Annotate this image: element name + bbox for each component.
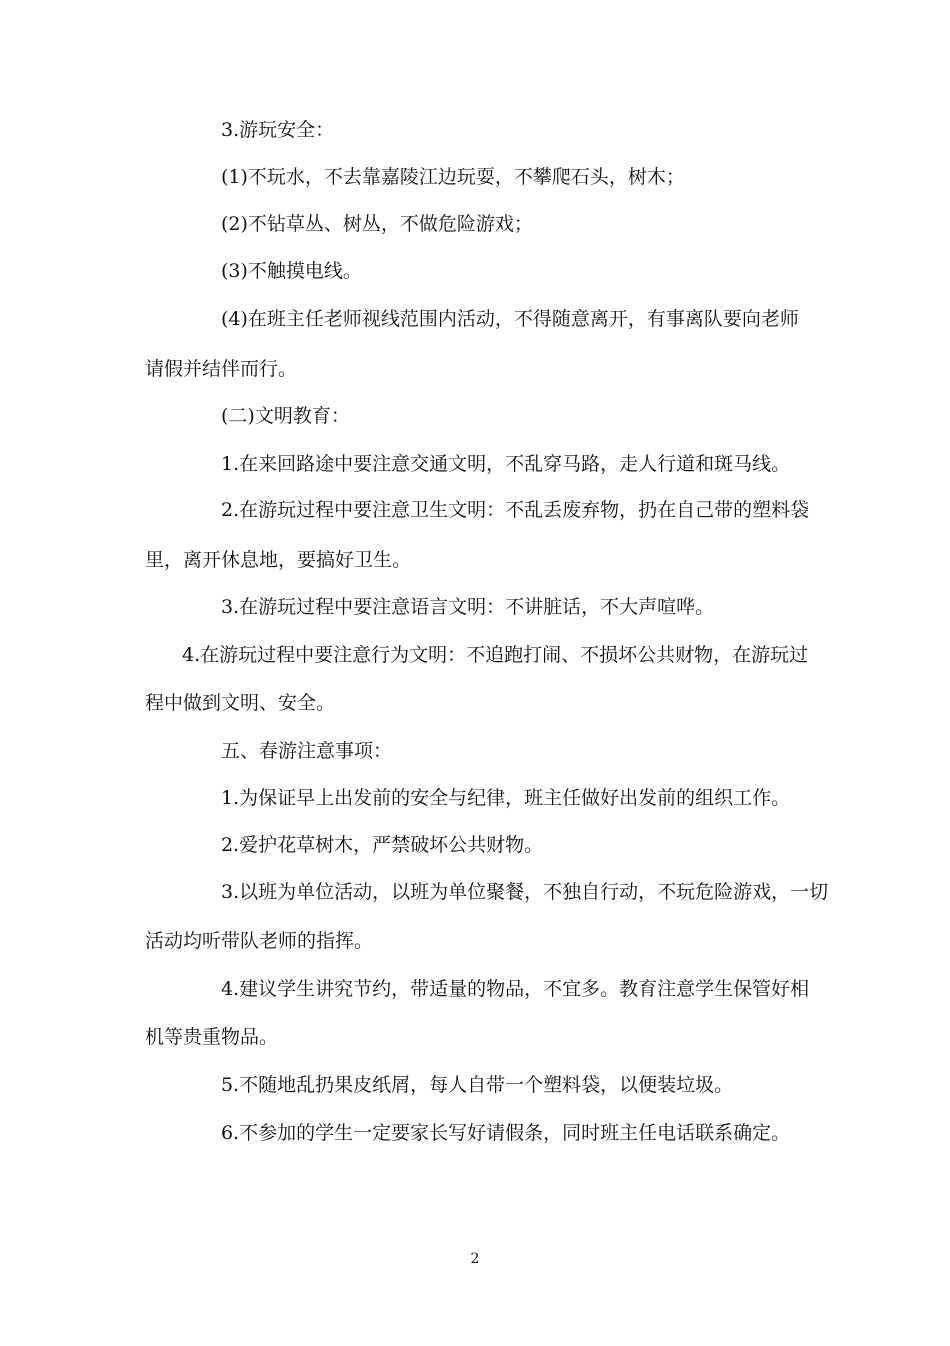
text-line: 5.不随地乱扔果皮纸屑，每人自带一个塑料袋，以便装垃圾。 <box>221 1074 734 1096</box>
text-line: 3.以班为单位活动，以班为单位聚餐，不独自行动，不玩危险游戏，一切 <box>221 881 829 903</box>
text-line: 1.在来回路途中要注意交通文明，不乱穿马路，走人行道和斑马线。 <box>221 453 791 475</box>
text-line: 3.在游玩过程中要注意语言文明：不讲脏话，不大声喧哗。 <box>221 596 715 618</box>
text-line: 3.游玩安全： <box>221 119 335 141</box>
text-line: 4.建议学生讲究节约，带适量的物品，不宜多。教育注意学生保管好相 <box>221 978 810 1000</box>
text-line: 五、春游注意事项： <box>221 740 393 762</box>
text-line: (1)不玩水，不去靠嘉陵江边玩耍，不攀爬石头，树木； <box>221 166 685 188</box>
text-line: 请假并结伴而行。 <box>145 358 298 380</box>
text-line: 1.为保证早上出发前的安全与纪律，班主任做好出发前的组织工作。 <box>221 787 791 809</box>
text-line: 里，离开休息地，要搞好卫生。 <box>145 549 412 571</box>
text-line: 活动均听带队老师的指挥。 <box>145 930 374 952</box>
text-line: (4)在班主任老师视线范围内活动，不得随意离开，有事离队要向老师 <box>221 308 799 330</box>
text-line: 程中做到文明、安全。 <box>145 692 336 714</box>
text-line: 6.不参加的学生一定要家长写好请假条，同时班主任电话联系确定。 <box>221 1122 791 1144</box>
text-line: (二)文明教育： <box>221 405 350 427</box>
text-line: 2.在游玩过程中要注意卫生文明：不乱丢废弃物，扔在自己带的塑料袋 <box>221 499 810 521</box>
text-line: 2.爱护花草树木，严禁破坏公共财物。 <box>221 834 544 856</box>
text-line: 机等贵重物品。 <box>145 1026 279 1048</box>
text-line: 4.在游玩过程中要注意行为文明：不追跑打闹、不损坏公共财物，在游玩过 <box>182 644 809 666</box>
page-number: 2 <box>470 1251 480 1267</box>
text-line: (3)不触摸电线。 <box>221 260 362 282</box>
text-line: (2)不钻草丛、树丛，不做危险游戏； <box>221 213 533 235</box>
